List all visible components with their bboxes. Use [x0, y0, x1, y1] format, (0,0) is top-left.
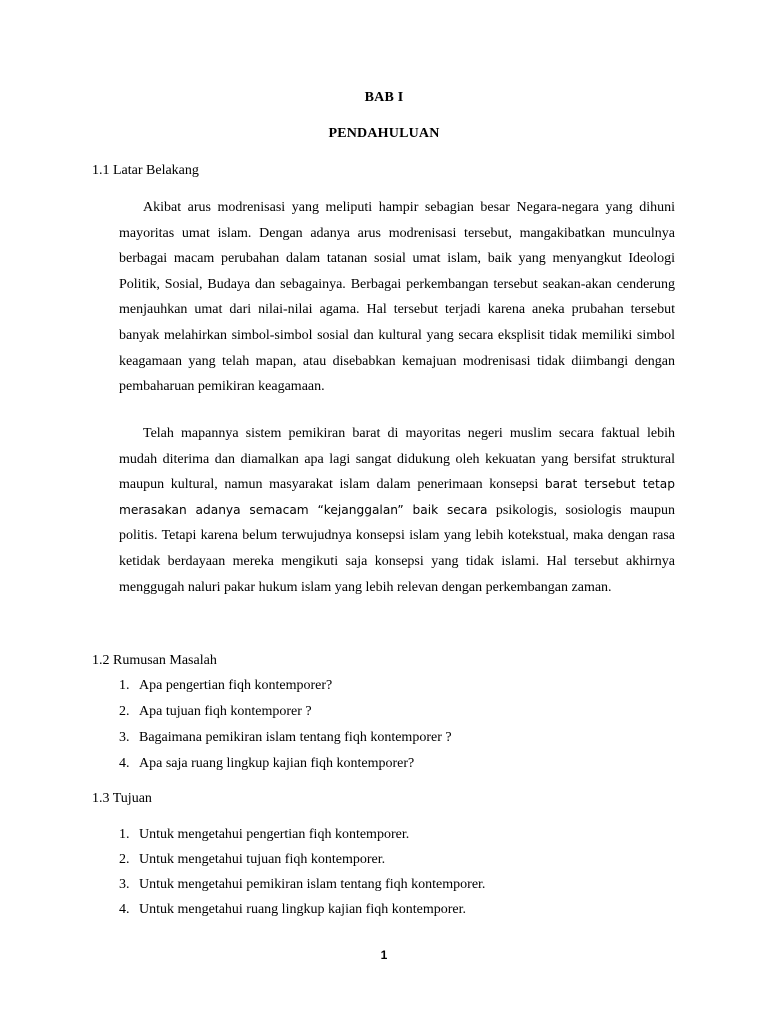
list-item — [119, 877, 485, 902]
rumusan-masalah-list — [119, 678, 452, 782]
paragraph-2-text-start: Telah mapannya sistem pemikiran barat di mayoritas negeri muslim secara faktual lebih mudah diterima dan diamalkan apa lagi sangat didukung oleh kekuatan yang bersifat struktural maupun kultural, namun masyarakat islam dalam penerimaan konsepsi — [119, 426, 675, 493]
list-item-number: 1. — [119, 678, 130, 693]
list-item-number: 4. — [119, 902, 130, 917]
list-item-text: Untuk mengetahui ruang lingkup kajian fiqh kontemporer. — [139, 902, 466, 917]
paragraph-2-text-sans-run: barat tersebut tetap merasakan adanya semacam “kejanggalan” baik secara — [119, 477, 675, 517]
list-item — [119, 827, 485, 852]
list-item-text: Bagaimana pemikiran islam tentang fiqh kontemporer ? — [139, 730, 452, 745]
list-item — [119, 852, 485, 877]
list-item-number: 4. — [119, 756, 130, 771]
section-heading-rumusan-masalah: 1.2 Rumusan Masalah — [92, 653, 217, 668]
list-item — [119, 756, 452, 782]
list-item-text: Apa saja ruang lingkup kajian fiqh kontemporer? — [139, 756, 415, 771]
page-number: 1 — [380, 948, 388, 962]
tujuan-list — [119, 827, 485, 927]
list-item-number: 1. — [119, 827, 130, 842]
list-item — [119, 902, 485, 927]
list-item-text: Untuk mengetahui tujuan fiqh kontemporer. — [139, 852, 386, 867]
list-item-text: Apa tujuan fiqh kontemporer ? — [139, 704, 312, 719]
section-heading-tujuan: 1.3 Tujuan — [92, 791, 152, 806]
section-heading-latar-belakang: 1.1 Latar Belakang — [92, 163, 199, 178]
list-item-number: 2. — [119, 704, 130, 719]
paragraph-2-text-end: psikologis, sosiologis maupun politis. Tetapi karena belum terwujudnya konsepsi islam yang lebih kotekstual, maka dengan rasa ketidak berdayaan mereka mengikuti saja konsepsi yang tidak islami. Hal tersebut akhirnya menggugah naluri pakar hukum islam yang lebih relevan dengan perkembangan zaman. — [119, 502, 675, 595]
list-item-number: 3. — [119, 877, 130, 892]
list-item-text: Untuk mengetahui pengertian fiqh kontemporer. — [139, 827, 410, 842]
list-item-text: Apa pengertian fiqh kontemporer? — [139, 678, 333, 693]
list-item-text: Untuk mengetahui pemikiran islam tentang fiqh kontemporer. — [139, 877, 486, 892]
chapter-label: BAB I — [364, 90, 404, 105]
list-item — [119, 704, 452, 730]
list-item-number: 2. — [119, 852, 130, 867]
paragraph-latar-belakang-1: Akibat arus modrenisasi yang meliputi hampir sebagian besar Negara-negara yang dihuni mayoritas umat islam. Dengan adanya arus modrenisasi tersebut, mangakibatkan munculnya berbagai macam perubahan dalam tatanan sosial umat islam, baik yang menyangkut Ideologi Politik, Sosial, Budaya dan sebagainya. Berbagai perkembangan tersebut seakan-akan cenderung menjauhkan umat dari nilai-nilai agama. Hal tersebut terjadi karena aneka prubahan tersebut banyak melahirkan simbol-simbol sosial dan kultural yang secara eksplisit tidak memiliki simbol keagamaan yang telah mapan, atau disebabkan kemajuan modrenisasi tidak diimbangi dengan pembaharuan pemikiran keagamaan. — [119, 200, 675, 395]
list-item-number: 3. — [119, 730, 130, 745]
paragraph-latar-belakang-2 — [119, 421, 675, 600]
chapter-title: PENDAHULUAN — [328, 126, 440, 141]
list-item — [119, 678, 452, 704]
list-item — [119, 730, 452, 756]
